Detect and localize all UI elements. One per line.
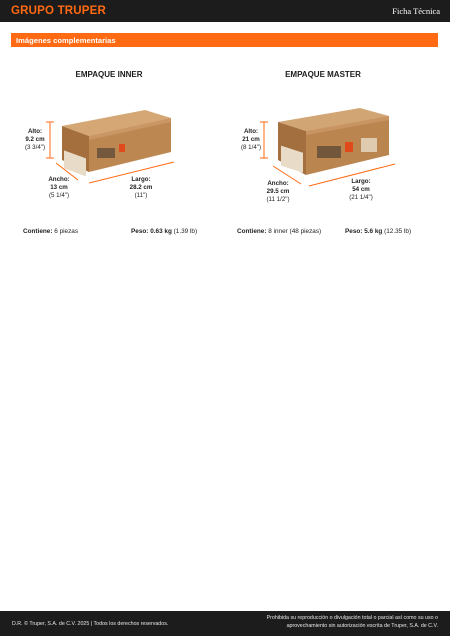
top-header-bar <box>0 0 450 22</box>
section-header <box>11 33 438 47</box>
inner-length-label: Largo: 28.2 cm (11") <box>129 176 153 199</box>
package-master <box>233 70 433 245</box>
master-height-label: Alto: 21 cm (8 1/4") <box>240 128 262 151</box>
section-title: Imágenes complementarias <box>16 35 116 45</box>
brand-logo: GRUPO TRUPER <box>11 5 107 17</box>
inner-weight: Peso: 0.63 kg (1.39 lb) <box>131 228 198 235</box>
master-contents: Contiene: 8 inner (48 piezas) <box>237 228 322 235</box>
page-footer <box>0 611 450 636</box>
document-type-label: Ficha Técnica <box>392 6 440 16</box>
master-length-label: Largo: 54 cm (21 1/4") <box>349 178 373 201</box>
inner-width-label: Ancho: 13 cm (5 1/4") <box>48 176 70 199</box>
footer-legal-notice: Prohibida su reproducción o divulgación total o parcial así como su uso o aprovechamiento sin autorización escrita de Truper, S.A. de C.V. <box>266 615 438 629</box>
package-master-title: EMPAQUE MASTER <box>285 70 361 79</box>
package-inner-title: EMPAQUE INNER <box>75 70 143 79</box>
master-width-label: Ancho: 29.5 cm (11 1/2") <box>266 180 290 203</box>
inner-contents: Contiene: 6 piezas <box>23 228 79 235</box>
package-inner <box>19 70 219 245</box>
master-weight: Peso: 5.6 kg (12.35 lb) <box>345 228 412 235</box>
footer-copyright: D.R. © Truper, S.A. de C.V. 2025 | Todos los derechos reservados. <box>12 621 169 627</box>
inner-height-label: Alto: 9.2 cm (3 3/4") <box>24 128 46 151</box>
